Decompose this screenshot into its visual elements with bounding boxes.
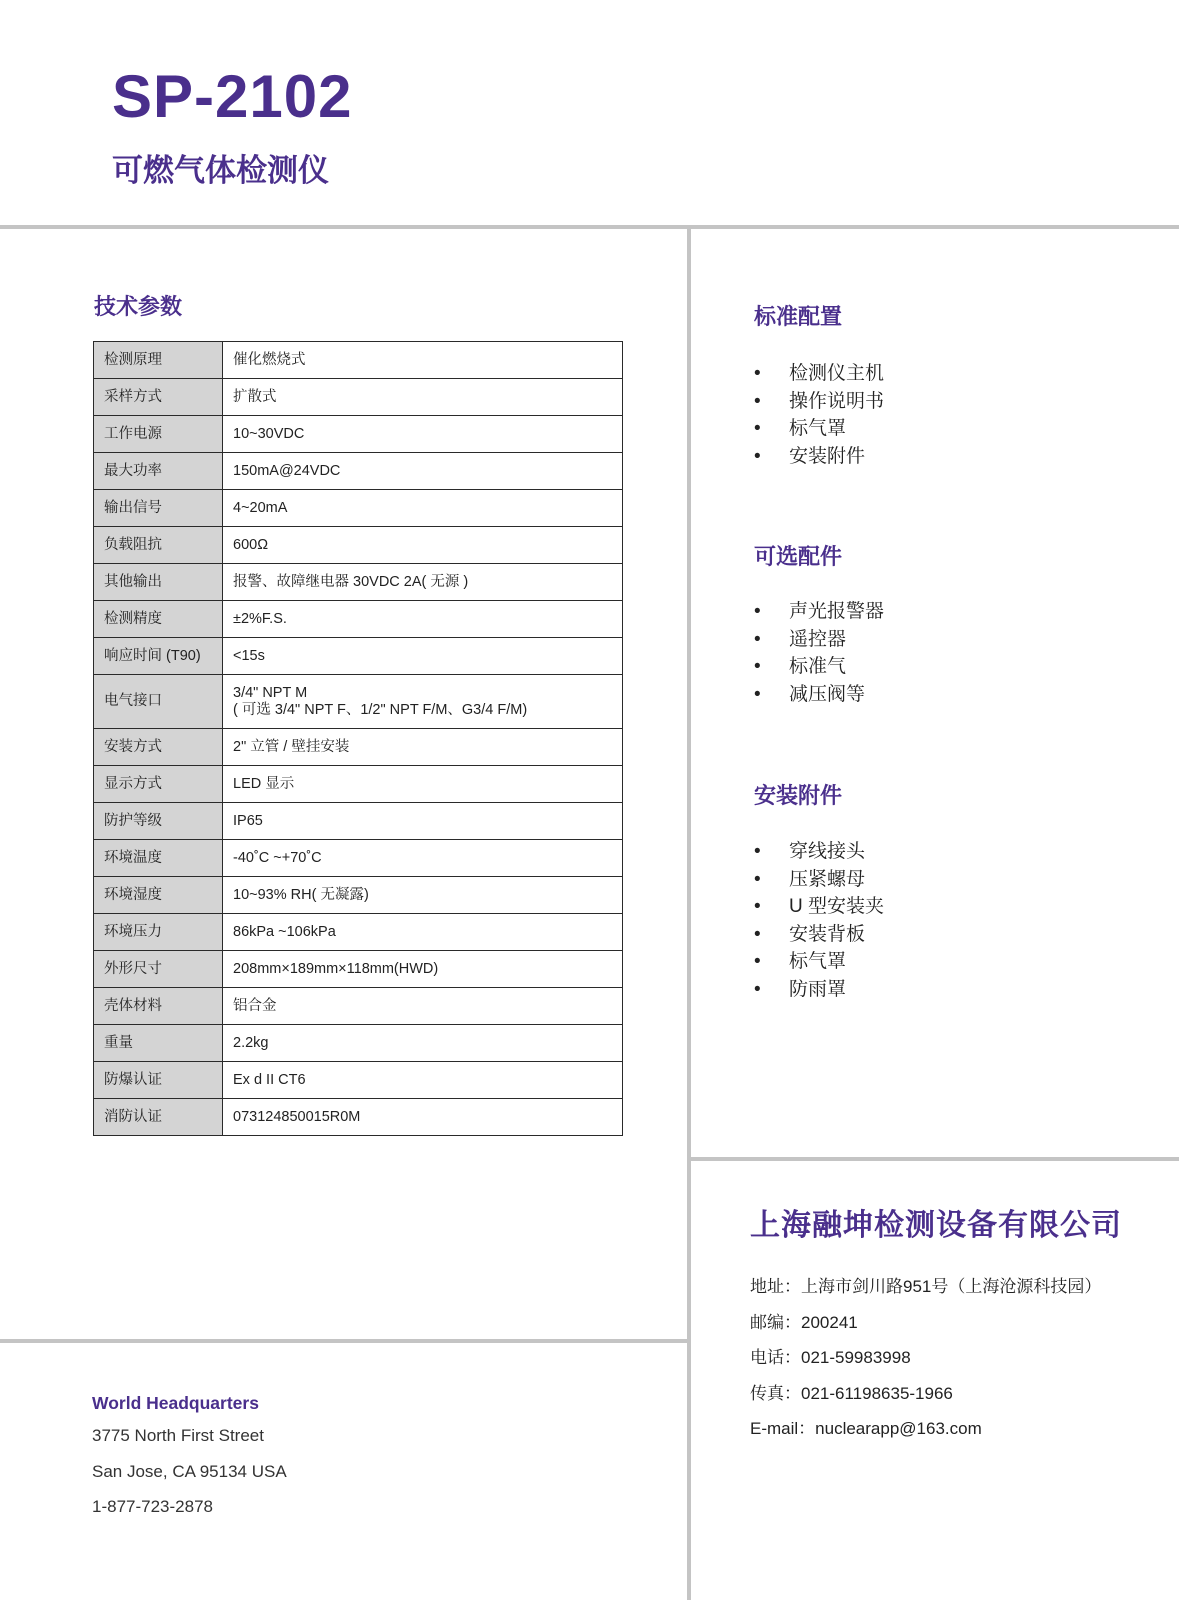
bullet-icon: • <box>754 683 761 705</box>
list-item <box>754 921 884 949</box>
table-row <box>94 988 623 1025</box>
spec-value: 150mA@24VDC <box>223 453 623 490</box>
spec-label: 采样方式 <box>94 379 223 416</box>
spec-label: 防爆认证 <box>94 1062 223 1099</box>
spec-value: 10~93% RH( 无凝露) <box>223 877 623 914</box>
bullet-icon: • <box>754 445 761 467</box>
spec-label: 防护等级 <box>94 803 223 840</box>
bullet-icon: • <box>754 951 761 972</box>
company-phone: 电话：021-59983998 <box>750 1348 911 1367</box>
spec-value: <15s <box>223 638 623 675</box>
table-row <box>94 1062 623 1099</box>
company-address: 地址：上海市剑川路951号（上海沧源科技园） <box>750 1277 1102 1296</box>
list-item <box>754 598 884 626</box>
bullet-icon: • <box>754 841 761 862</box>
table-row <box>94 729 623 766</box>
spec-value: 86kPa ~106kPa <box>223 914 623 951</box>
list-item <box>754 976 884 1004</box>
spec-value: 2.2kg <box>223 1025 623 1062</box>
list-item <box>754 388 884 416</box>
spec-label: 其他输出 <box>94 564 223 601</box>
bullet-icon: • <box>754 601 761 622</box>
divider-left-bottom <box>0 1339 687 1343</box>
list-item-label: 穿线接头 <box>789 841 866 862</box>
company-postcode: 邮编：200241 <box>750 1312 858 1332</box>
company-contact <box>750 1277 1101 1455</box>
spec-value: 铝合金 <box>223 988 623 1025</box>
spec-label: 负载阻抗 <box>94 527 223 564</box>
list-item-label: 安装附件 <box>789 445 866 467</box>
spec-value: 073124850015R0M <box>223 1099 623 1136</box>
bullet-icon: • <box>754 656 761 677</box>
table-row <box>94 766 623 803</box>
table-row <box>94 416 623 453</box>
bullet-icon: • <box>754 363 761 384</box>
bullet-icon: • <box>754 923 761 945</box>
spec-value: ±2%F.S. <box>223 601 623 638</box>
table-row <box>94 379 623 416</box>
table-row <box>94 877 623 914</box>
optional-accessories-list <box>754 598 884 708</box>
divider-vertical <box>687 229 691 1600</box>
table-row <box>94 564 623 601</box>
spec-label: 电气接口 <box>94 675 223 729</box>
list-item <box>754 653 884 681</box>
spec-heading: 技术参数 <box>94 294 183 319</box>
spec-label: 响应时间 (T90) <box>94 638 223 675</box>
spec-label: 显示方式 <box>94 766 223 803</box>
hq-street: 3775 North First Street <box>92 1426 264 1445</box>
hq-phone: 1-877-723-2878 <box>92 1497 213 1516</box>
bullet-icon: • <box>754 418 761 439</box>
product-model: SP-2102 <box>112 63 353 130</box>
spec-value: 208mm×189mm×118mm(HWD) <box>223 951 623 988</box>
company-email: E-mail：nuclearapp@163.com <box>750 1419 982 1438</box>
list-item-label: 减压阀等 <box>789 683 866 705</box>
spec-label: 安装方式 <box>94 729 223 766</box>
bullet-icon: • <box>754 390 761 412</box>
list-item-label: 防雨罩 <box>789 978 847 1000</box>
list-item-label: 压紧螺母 <box>789 868 866 890</box>
bullet-icon: • <box>754 628 761 650</box>
product-name: 可燃气体检测仪 <box>112 153 329 188</box>
install-accessories-list <box>754 838 884 1003</box>
spec-value: 报警、故障继电器 30VDC 2A( 无源 ) <box>223 564 623 601</box>
list-item <box>754 626 884 654</box>
spec-value: 4~20mA <box>223 490 623 527</box>
list-item <box>754 948 884 976</box>
spec-label: 环境压力 <box>94 914 223 951</box>
list-item-label: U 型安装夹 <box>789 896 885 917</box>
table-row <box>94 453 623 490</box>
spec-value: 2" 立管 / 壁挂安装 <box>223 729 623 766</box>
table-row <box>94 638 623 675</box>
install-accessories-heading: 安装附件 <box>754 783 843 808</box>
spec-label: 环境温度 <box>94 840 223 877</box>
table-row <box>94 840 623 877</box>
table-row <box>94 803 623 840</box>
table-row <box>94 1025 623 1062</box>
optional-accessories-heading: 可选配件 <box>754 544 843 569</box>
table-row <box>94 601 623 638</box>
list-item-label: 标气罩 <box>789 951 847 972</box>
bullet-icon: • <box>754 896 761 917</box>
company-fax: 传真：021-61198635-1966 <box>750 1383 953 1403</box>
list-item <box>754 415 884 443</box>
spec-value: IP65 <box>223 803 623 840</box>
spec-label: 壳体材料 <box>94 988 223 1025</box>
standard-config-heading: 标准配置 <box>754 304 843 329</box>
spec-label: 检测原理 <box>94 342 223 379</box>
company-name: 上海融坤检测设备有限公司 <box>750 1209 1122 1242</box>
spec-label: 检测精度 <box>94 601 223 638</box>
spec-value: Ex d II CT6 <box>223 1062 623 1099</box>
bullet-icon: • <box>754 868 761 890</box>
spec-label: 消防认证 <box>94 1099 223 1136</box>
table-row <box>94 342 623 379</box>
list-item-label: 标气罩 <box>789 418 847 439</box>
list-item <box>754 893 884 921</box>
list-item <box>754 360 884 388</box>
spec-label: 外形尺寸 <box>94 951 223 988</box>
list-item-label: 标准气 <box>789 656 847 677</box>
standard-config-list <box>754 360 884 470</box>
spec-value-line1: 3/4" NPT M <box>233 684 308 701</box>
table-row <box>94 675 623 729</box>
spec-value: -40˚C ~+70˚C <box>223 840 623 877</box>
divider-right-mid <box>691 1157 1179 1161</box>
list-item-label: 检测仪主机 <box>789 363 885 384</box>
bullet-icon: • <box>754 978 761 1000</box>
spec-label: 输出信号 <box>94 490 223 527</box>
spec-value: LED 显示 <box>223 766 623 803</box>
table-row <box>94 527 623 564</box>
divider-top <box>0 225 1179 229</box>
spec-value: 扩散式 <box>223 379 623 416</box>
list-item-label: 遥控器 <box>789 628 847 650</box>
spec-value: 催化燃烧式 <box>223 342 623 379</box>
list-item-label: 安装背板 <box>789 923 866 945</box>
table-row <box>94 914 623 951</box>
spec-label: 最大功率 <box>94 453 223 490</box>
list-item <box>754 866 884 894</box>
table-row <box>94 1099 623 1136</box>
table-row <box>94 490 623 527</box>
spec-label: 工作电源 <box>94 416 223 453</box>
list-item-label: 声光报警器 <box>789 601 885 622</box>
spec-table <box>93 341 623 1136</box>
hq-address <box>92 1426 287 1533</box>
list-item <box>754 838 884 866</box>
hq-title: World Headquarters <box>92 1393 259 1413</box>
hq-city: San Jose, CA 95134 USA <box>92 1461 287 1481</box>
spec-value: 600Ω <box>223 527 623 564</box>
table-row <box>94 951 623 988</box>
spec-value <box>223 675 623 729</box>
spec-value: 10~30VDC <box>223 416 623 453</box>
spec-label: 环境湿度 <box>94 877 223 914</box>
spec-label: 重量 <box>94 1025 223 1062</box>
list-item <box>754 681 884 709</box>
list-item <box>754 443 884 471</box>
spec-value-line2: ( 可选 3/4" NPT F、1/2" NPT F/M、G3/4 F/M) <box>233 701 528 718</box>
list-item-label: 操作说明书 <box>789 390 885 412</box>
